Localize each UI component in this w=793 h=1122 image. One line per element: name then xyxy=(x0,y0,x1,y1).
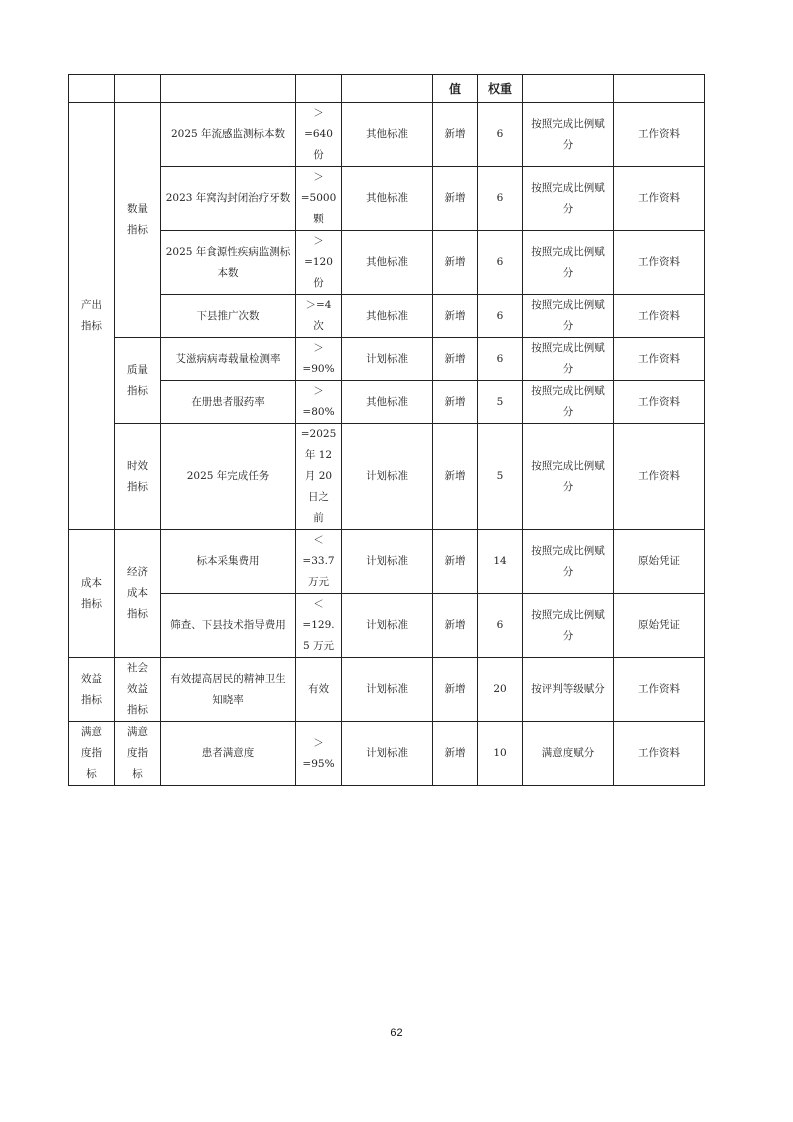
indicator-cell: 2025 年流感监测标本数 xyxy=(161,103,296,167)
header-weight: 权重 xyxy=(478,75,523,103)
target-cell: ＜ =33.7 万元 xyxy=(296,530,342,594)
method-cell: 按照完成比例赋 分 xyxy=(523,424,614,530)
status-cell: 新增 xyxy=(433,658,478,722)
indicator-cell: 标本采集费用 xyxy=(161,530,296,594)
method-cell: 按照完成比例赋 分 xyxy=(523,103,614,167)
standard-cell: 其他标准 xyxy=(342,381,433,424)
indicator-cell: 筛查、下县技术指导费用 xyxy=(161,594,296,658)
target-cell: ＞ =5000 颗 xyxy=(296,167,342,231)
weight-cell: 6 xyxy=(478,231,523,295)
indicator-cell: 艾滋病病毒载量检测率 xyxy=(161,338,296,381)
weight-cell: 6 xyxy=(478,103,523,167)
status-cell: 新增 xyxy=(433,722,478,786)
target-cell: =2025 年 12 月 20 日之 前 xyxy=(296,424,342,530)
table-row xyxy=(69,594,705,658)
source-cell: 原始凭证 xyxy=(614,530,705,594)
target-cell: ＞ =80% xyxy=(296,381,342,424)
subgroup-timeliness-label: 时效 指标 xyxy=(115,424,161,530)
group-benefit-label: 效益 指标 xyxy=(69,658,115,722)
table-header-row xyxy=(69,75,705,103)
table-row xyxy=(69,338,705,381)
status-cell: 新增 xyxy=(433,103,478,167)
weight-cell: 5 xyxy=(478,381,523,424)
status-cell: 新增 xyxy=(433,424,478,530)
subgroup-quality-label: 质量 指标 xyxy=(115,338,161,424)
source-cell: 工作资料 xyxy=(614,167,705,231)
method-cell: 满意度赋分 xyxy=(523,722,614,786)
subgroup-quantity-label: 数量 指标 xyxy=(115,103,161,338)
status-cell: 新增 xyxy=(433,530,478,594)
target-cell: ＞ =95% xyxy=(296,722,342,786)
method-cell: 按照完成比例赋 分 xyxy=(523,338,614,381)
standard-cell: 其他标准 xyxy=(342,167,433,231)
indicator-cell: 2023 年窝沟封闭治疗牙数 xyxy=(161,167,296,231)
weight-cell: 14 xyxy=(478,530,523,594)
standard-cell: 计划标准 xyxy=(342,338,433,381)
standard-cell: 其他标准 xyxy=(342,295,433,338)
performance-indicator-table xyxy=(68,74,705,786)
method-cell: 按照完成比例赋 分 xyxy=(523,530,614,594)
method-cell: 按照完成比例赋 分 xyxy=(523,381,614,424)
standard-cell: 计划标准 xyxy=(342,722,433,786)
standard-cell: 计划标准 xyxy=(342,530,433,594)
table-row xyxy=(69,530,705,594)
standard-cell: 其他标准 xyxy=(342,103,433,167)
target-cell: ＞ =640 份 xyxy=(296,103,342,167)
subgroup-social-label: 社会 效益 指标 xyxy=(115,658,161,722)
target-cell: ＞ =120 份 xyxy=(296,231,342,295)
status-cell: 新增 xyxy=(433,594,478,658)
header-cell xyxy=(614,75,705,103)
status-cell: 新增 xyxy=(433,231,478,295)
table-row xyxy=(69,231,705,295)
indicator-cell: 患者满意度 xyxy=(161,722,296,786)
subgroup-satisfaction-label: 满意 度指 标 xyxy=(115,722,161,786)
indicator-cell: 下县推广次数 xyxy=(161,295,296,338)
table-row xyxy=(69,167,705,231)
source-cell: 工作资料 xyxy=(614,424,705,530)
table-row xyxy=(69,381,705,424)
source-cell: 原始凭证 xyxy=(614,594,705,658)
page-number: 62 xyxy=(390,1027,403,1039)
group-satisfaction-label: 满意 度指 标 xyxy=(69,722,115,786)
standard-cell: 其他标准 xyxy=(342,231,433,295)
source-cell: 工作资料 xyxy=(614,231,705,295)
source-cell: 工作资料 xyxy=(614,338,705,381)
indicator-cell: 在册患者服药率 xyxy=(161,381,296,424)
source-cell: 工作资料 xyxy=(614,295,705,338)
status-cell: 新增 xyxy=(433,295,478,338)
header-cell xyxy=(523,75,614,103)
source-cell: 工作资料 xyxy=(614,722,705,786)
indicator-cell: 2025 年完成任务 xyxy=(161,424,296,530)
weight-cell: 10 xyxy=(478,722,523,786)
weight-cell: 6 xyxy=(478,338,523,381)
standard-cell: 计划标准 xyxy=(342,594,433,658)
source-cell: 工作资料 xyxy=(614,381,705,424)
target-cell: 有效 xyxy=(296,658,342,722)
method-cell: 按照完成比例赋 分 xyxy=(523,167,614,231)
table-row xyxy=(69,658,705,722)
header-cell xyxy=(115,75,161,103)
group-output-label: 产出 指标 xyxy=(69,103,115,530)
header-value: 值 xyxy=(433,75,478,103)
table-row xyxy=(69,424,705,530)
target-cell: ＞=4 次 xyxy=(296,295,342,338)
weight-cell: 6 xyxy=(478,295,523,338)
standard-cell: 计划标准 xyxy=(342,658,433,722)
header-cell xyxy=(69,75,115,103)
source-cell: 工作资料 xyxy=(614,658,705,722)
method-cell: 按评判等级赋分 xyxy=(523,658,614,722)
table-row xyxy=(69,722,705,786)
weight-cell: 6 xyxy=(478,594,523,658)
source-cell: 工作资料 xyxy=(614,103,705,167)
indicator-cell: 2025 年食源性疾病监测标 本数 xyxy=(161,231,296,295)
method-cell: 按照完成比例赋 分 xyxy=(523,231,614,295)
status-cell: 新增 xyxy=(433,381,478,424)
header-cell xyxy=(161,75,296,103)
weight-cell: 6 xyxy=(478,167,523,231)
header-cell xyxy=(342,75,433,103)
table-row xyxy=(69,103,705,167)
method-cell: 按照完成比例赋 分 xyxy=(523,295,614,338)
status-cell: 新增 xyxy=(433,338,478,381)
weight-cell: 5 xyxy=(478,424,523,530)
group-cost-label: 成本 指标 xyxy=(69,530,115,658)
weight-cell: 20 xyxy=(478,658,523,722)
method-cell: 按照完成比例赋 分 xyxy=(523,594,614,658)
subgroup-economic-label: 经济 成本 指标 xyxy=(115,530,161,658)
target-cell: ＞ =90% xyxy=(296,338,342,381)
standard-cell: 计划标准 xyxy=(342,424,433,530)
indicator-cell: 有效提高居民的精神卫生 知晓率 xyxy=(161,658,296,722)
header-cell xyxy=(296,75,342,103)
target-cell: ＜ =129. 5 万元 xyxy=(296,594,342,658)
table-row xyxy=(69,295,705,338)
status-cell: 新增 xyxy=(433,167,478,231)
